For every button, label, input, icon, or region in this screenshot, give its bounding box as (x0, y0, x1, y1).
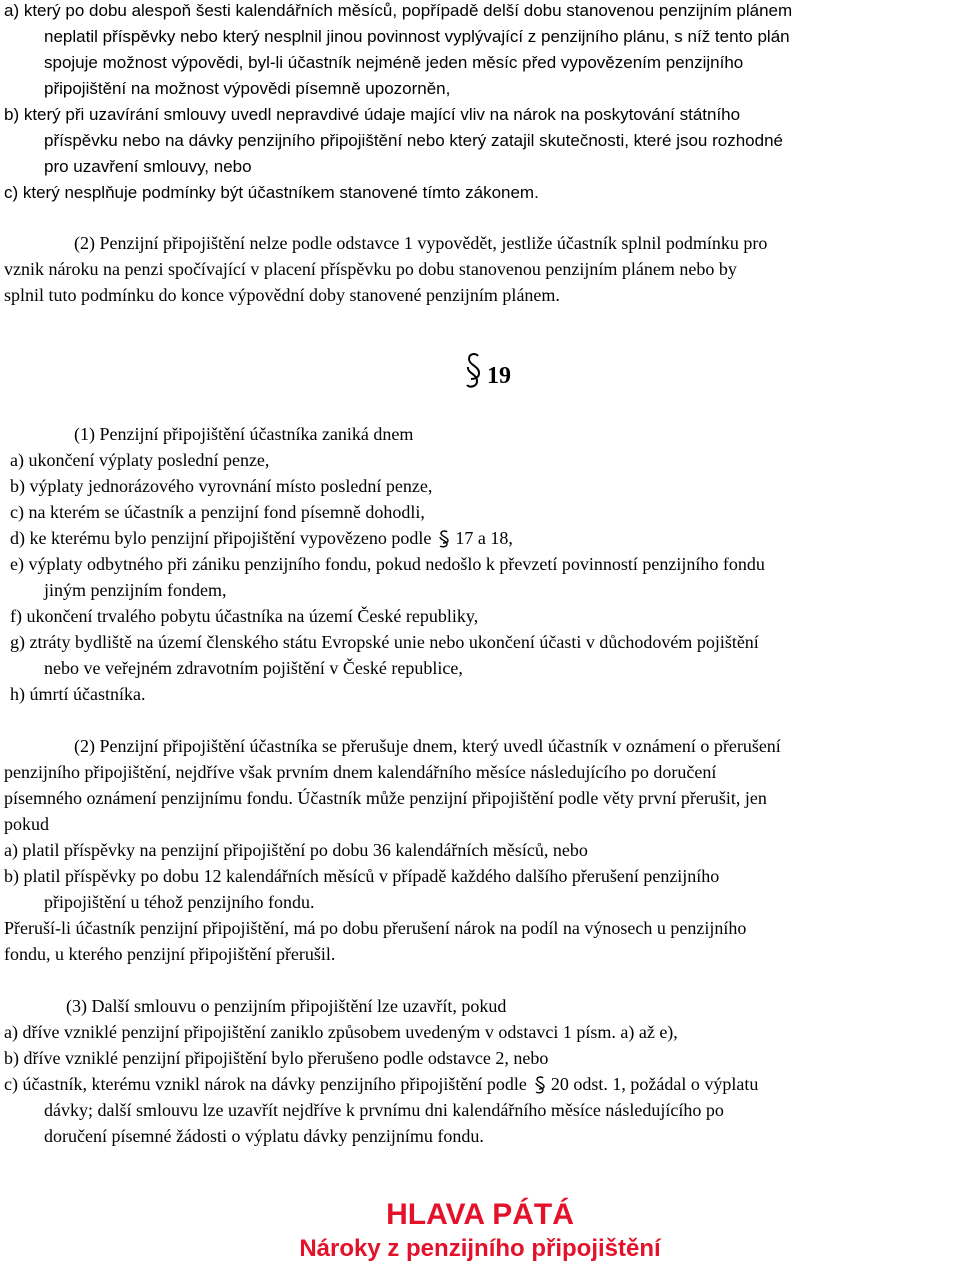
chapter-subtitle: Nároky z penzijního připojištění (299, 1235, 661, 1262)
sec19-p2-item-a: a) platil příspěvky na penzijní připojištění po dobu 36 kalendářních měsíců, nebo (4, 840, 588, 860)
sec19-p1-item-h: h) úmrtí účastníka. (10, 684, 146, 704)
sec19-p1-item-f: f) ukončení trvalého pobytu účastníka na území České republiky, (10, 606, 479, 626)
list-item-b-line-3: pro uzavření smlouvy, nebo (44, 157, 252, 176)
sec19-p3-item-a: a) dříve vzniklé penzijní připojištění zaniklo způsobem uvedeným v odstavci 1 písm. a) až e), (4, 1022, 678, 1042)
list-item-a-line-3: spojuje možnost výpovědi, byl-li účastník nejméně jeden měsíc před vypovězením penzijního (44, 53, 744, 72)
sec19-p1-item-g-line-1: g) ztráty bydliště na území členského státu Evropské unie nebo ukončení účasti v důchodovém pojištění (10, 632, 759, 652)
section-number: 19 (487, 363, 511, 389)
sec19-p1-item-g-line-2: nebo ve veřejném zdravotním pojištění v České republice, (44, 658, 463, 678)
sec19-p1-item-b: b) výplaty jednorázového vyrovnání místo poslední penze, (10, 476, 433, 496)
sec19-p3-item-c-text: c) účastník, kterému vznikl nárok na dávky penzijního připojištění podle (4, 1074, 527, 1094)
para2-line-1: (2) Penzijní připojištění nelze podle odstavce 1 vypovědět, jestliže účastník splnil podmínku pro (74, 233, 768, 253)
sec19-p1-item-d-ref: 17 a 18, (455, 528, 513, 548)
sec19-p1-item-e-line-1: e) výplaty odbytného při zániku penzijního fondu, pokud nedošlo k převzetí povinností penzijního fondu (10, 554, 765, 574)
sec19-p2-line-3: písemného oznámení penzijnímu fondu. Účastník může penzijní připojištění podle věty první přerušit, jen (4, 788, 767, 808)
list-item-c-line-1: c) který nesplňuje podmínky být účastníkem stanovené tímto zákonem. (4, 183, 539, 202)
sec19-p3-item-b: b) dříve vzniklé penzijní připojištění bylo přerušeno podle odstavce 2, nebo (4, 1048, 549, 1068)
list-item-a-line-4: připojištění na možnost výpovědi písemně upozorněn, (44, 79, 451, 98)
list-item-a-line-1: a) který po dobu alespoň šesti kalendářních měsíců, popřípadě delší dobu stanovenou penzijním plánem (4, 1, 793, 20)
section-sign-icon (463, 351, 483, 395)
sec19-p2-item-b-line-1: b) platil příspěvky po dobu 12 kalendářních měsíců v případě každého dalšího přerušení penzijního (4, 866, 720, 886)
sec19-p2-line-1: (2) Penzijní připojištění účastníka se přerušuje dnem, který uvedl účastník v oznámení o přerušení (74, 736, 781, 756)
sec19-p2-tail-line-2: fondu, u kterého penzijní připojištění přerušil. (4, 944, 336, 964)
sec19-p1-item-a: a) ukončení výplaty poslední penze, (10, 450, 270, 470)
sec19-p2-tail-line-1: Přeruší-li účastník penzijní připojištění, má po dobu přerušení nárok na podíl na výnosech u penzijního (4, 918, 747, 938)
sec19-p2-line-2: penzijního připojištění, nejdříve však prvním dnem kalendářního měsíce následujícího po doručení (4, 762, 717, 782)
section-sign-icon (533, 1076, 547, 1094)
section-sign-icon (437, 530, 451, 548)
list-item-b-line-1: b) který při uzavírání smlouvy uvedl nepravdivé údaje mající vliv na nárok na poskytování státního (4, 105, 741, 124)
sec19-p2-line-4: pokud (4, 814, 49, 834)
sec19-p1-intro: (1) Penzijní připojištění účastníka zaniká dnem (74, 424, 414, 444)
sec19-p3-intro: (3) Další smlouvu o penzijním připojištění lze uzavřít, pokud (66, 996, 507, 1016)
sec19-p1-item-e-line-2: jiným penzijním fondem, (44, 580, 227, 600)
sec19-p3-item-c-line-3: doručení písemné žádosti o výplatu dávky penzijnímu fondu. (44, 1126, 484, 1146)
sec19-p3-item-c-ref: 20 odst. 1, požádal o výplatu (550, 1074, 759, 1094)
sec19-p3-item-c-line-2: dávky; další smlouvu lze uzavřít nejdříve k prvnímu dni kalendářního měsíce následujícího po (44, 1100, 724, 1120)
list-item-b-line-2: příspěvku nebo na dávky penzijního připojištění nebo který zatajil skutečnosti, které jsou rozhodné (44, 131, 783, 150)
sec19-p2-item-b-line-2: připojištění u téhož penzijního fondu. (44, 892, 315, 912)
para2-line-2: vznik nároku na penzi spočívající v placení příspěvku po dobu stanovenou penzijním plánem nebo by (4, 259, 737, 279)
chapter-title: HLAVA PÁTÁ (386, 1198, 574, 1231)
sec19-p1-item-c: c) na kterém se účastník a penzijní fond písemně dohodli, (10, 502, 425, 522)
list-item-a-line-2: neplatil příspěvky nebo který nesplnil jinou povinnost vyplývající z penzijního plánu, s níž tento plán (44, 27, 790, 46)
sec19-p1-item-d-text: d) ke kterému bylo penzijní připojištění vypovězeno podle (10, 528, 432, 548)
para2-line-3: splnil tuto podmínku do konce výpovědní doby stanovené penzijním plánem. (4, 285, 560, 305)
sec19-p1-item-d (10, 525, 513, 551)
sec19-p3-item-c-line-1 (4, 1071, 758, 1097)
